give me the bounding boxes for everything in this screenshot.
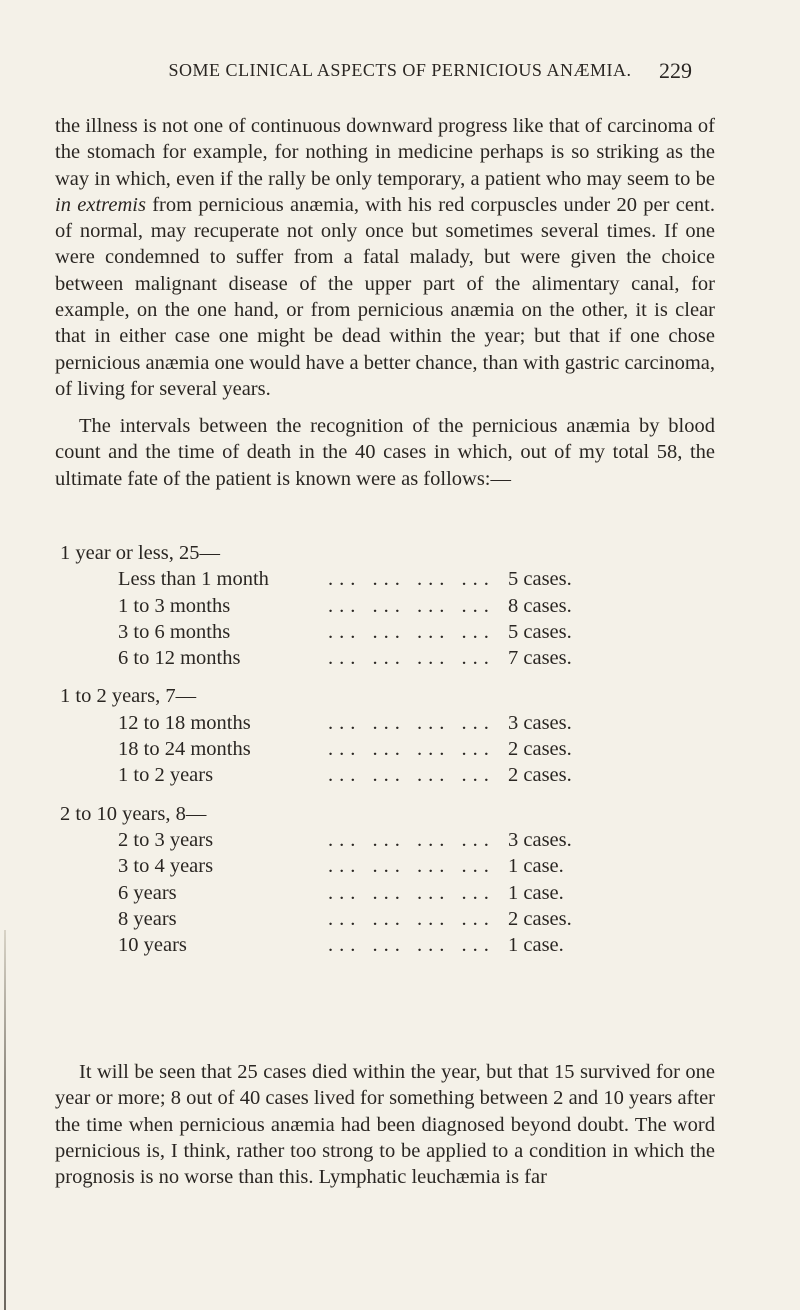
table-row (60, 853, 640, 879)
paragraph-intervals (55, 413, 715, 492)
paragraph-continuation (55, 113, 715, 402)
row-label: 3 to 6 months (118, 620, 231, 643)
group-title: 1 to 2 years, 7— (60, 685, 197, 708)
row-value: 5 cases. (508, 568, 572, 591)
paragraph-text: The intervals between the recognition of the pernicious anæmia by blood count and the time of death in the 40 cases in which, out of my total 58, the ultimate fate of the patient is known were as follows:— (55, 415, 715, 490)
leader-dots: ... ... ... ... (328, 568, 495, 591)
leader-dots: ... ... ... ... (328, 934, 495, 957)
row-value: 3 cases. (508, 711, 572, 734)
group-title: 1 year or less, 25— (60, 542, 220, 564)
table-row (60, 762, 640, 788)
row-value: 1 case. (508, 855, 564, 878)
row-label: 6 years (118, 881, 177, 904)
table-row (60, 710, 640, 736)
row-label: 2 to 3 years (118, 828, 214, 851)
table-row (60, 906, 640, 932)
paragraph-text: the illness is not one of continuous downward progress like that of carcinoma of the stomach for example, for nothing in medicine perhaps is so striking as the way in which, even if the rally be only temporary, a patient who may seem to be (55, 115, 715, 190)
row-value: 3 cases. (508, 828, 572, 851)
table-row (60, 932, 640, 958)
row-label: 18 to 24 months (118, 738, 251, 761)
table-group (60, 801, 640, 959)
leader-dots: ... ... ... ... (328, 907, 495, 930)
paragraph-conclusion (55, 1059, 715, 1190)
leader-dots: ... ... ... ... (328, 738, 495, 761)
row-label: 3 to 4 years (118, 855, 214, 878)
row-value: 2 cases. (508, 764, 572, 787)
leader-dots: ... ... ... ... (328, 711, 495, 734)
group-title: 2 to 10 years, 8— (60, 802, 207, 825)
leader-dots: ... ... ... ... (328, 647, 495, 670)
table-row (60, 619, 640, 645)
row-value: 7 cases. (508, 647, 572, 670)
leader-dots: ... ... ... ... (328, 881, 495, 904)
row-value: 5 cases. (508, 620, 572, 643)
table-group (60, 683, 640, 788)
table-row (60, 593, 640, 619)
table-row (60, 566, 640, 592)
row-label: 1 to 2 years (118, 764, 214, 787)
running-title: SOME CLINICAL ASPECTS OF PERNICIOUS ANÆMIA. (168, 60, 632, 80)
row-label: 12 to 18 months (118, 711, 251, 734)
italic-phrase: in extremis (55, 193, 146, 216)
row-value: 2 cases. (508, 738, 572, 761)
leader-dots: ... ... ... ... (328, 620, 495, 643)
row-value: 8 cases. (508, 594, 572, 617)
paragraph-text: from pernicious anæmia, with his red corpuscles under 20 per cent. of normal, may recuperate not only once but sometimes several times. If one were condemned to suffer from a fatal malady, but were given the choice between malignant disease of the upper part of the alimentary canal, for example, on the one hand, or from pernicious anæmia on the other, it is clear that in either case one might be dead within the year; but that if one chose pernicious anæmia one would have a better chance, than with gastric carcinoma, of living for several years. (55, 193, 715, 400)
row-value: 1 case. (508, 934, 564, 957)
leader-dots: ... ... ... ... (328, 828, 495, 851)
row-label: 6 to 12 months (118, 647, 241, 670)
leader-dots: ... ... ... ... (328, 855, 495, 878)
table-row (60, 645, 640, 671)
row-value: 1 case. (508, 881, 564, 904)
table-row (60, 736, 640, 762)
page-header (0, 58, 800, 88)
leader-dots: ... ... ... ... (328, 594, 495, 617)
table-row (60, 827, 640, 853)
table-group (60, 540, 640, 671)
leader-dots: ... ... ... ... (328, 764, 495, 787)
binding-edge-shadow (4, 930, 6, 1310)
table-row (60, 880, 640, 906)
row-label: Less than 1 month (118, 568, 269, 591)
survival-table (60, 540, 640, 970)
row-label: 10 years (118, 934, 187, 957)
row-value: 2 cases. (508, 907, 572, 930)
paragraph-text: It will be seen that 25 cases died within the year, but that 15 survived for one year or more; 8 out of 40 cases lived for something between 2 and 10 years after the time when pernicious anæmia had been diagnosed beyond doubt. The word pernicious is, I think, rather too strong to be applied to a condition in which the prognosis is no worse than this. Lymphatic leuchæmia is far (55, 1061, 715, 1189)
row-label: 1 to 3 months (118, 594, 231, 617)
page-number: 229 (659, 58, 692, 83)
row-label: 8 years (118, 907, 177, 930)
